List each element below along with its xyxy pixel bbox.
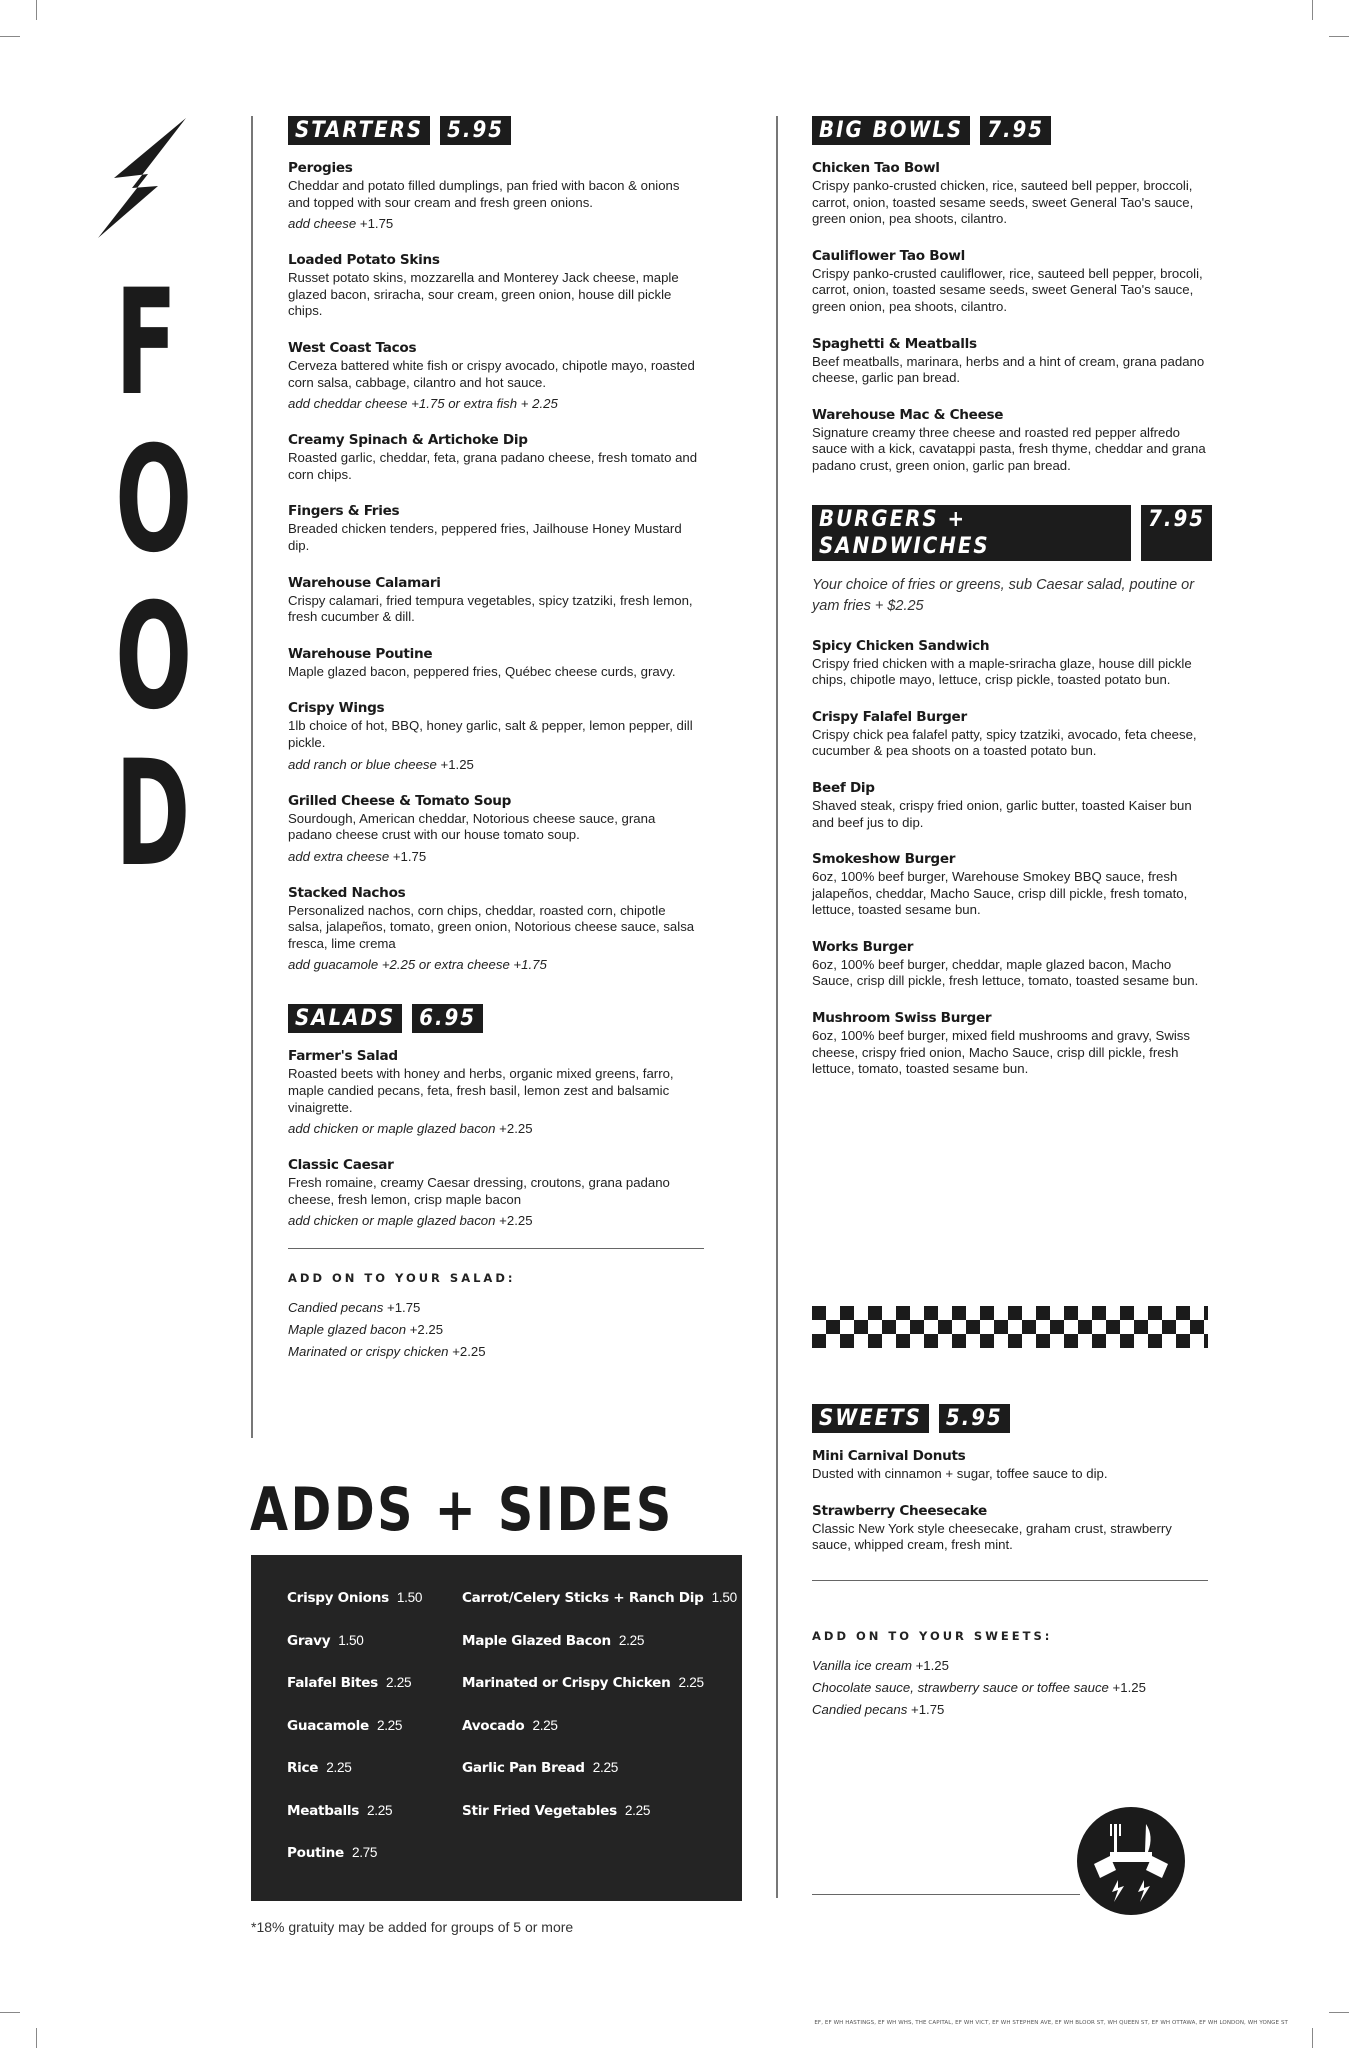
burgers-note: Your choice of fries or greens, sub Caesar salad, poutine or yam fries + $2.25 [812,576,1195,614]
item-name: West Coast Tacos [288,339,417,356]
addon-text: add cheese [288,216,357,232]
side-price: 2.25 [592,1760,618,1775]
menu-item [812,637,1212,689]
locations-footer: EF, EF WH HASTINGS, EF WH WHS, THE CAPITAL, EF WH VICT, EF WH STEPHEN AVE, EF WH BLOOR ST, WH QUEEN ST, EF WH OTTAWA, EF WH LONDON, WH YONGE ST [814,2020,1288,2026]
crop-mark [36,0,37,20]
section-price: 5.95 [440,116,511,145]
section-header-salads [288,1004,698,1033]
item-addon [288,956,698,973]
menu-item [812,159,1212,228]
addon-line [812,1699,1212,1721]
menu-item [812,938,1212,990]
crop-mark [0,36,20,37]
menu-item [288,502,698,554]
item-name: Works Burger [812,938,914,955]
section-header-big-bowls [812,116,1212,145]
addon-line [288,1297,698,1319]
side-name: Marinated or Crispy Chicken [462,1675,671,1691]
salad-addon-title: ADD ON TO YOUR SALAD: [288,1271,516,1286]
item-description: 6oz, 100% beef burger, cheddar, maple glazed bacon, Macho Sauce, crisp dill pickle, fresh lettuce, tomato, toasted sesame bun. [812,956,1199,989]
item-description: Beef meatballs, marinara, herbs and a hint of cream, grana padano cheese, garlic pan bread. [812,353,1205,386]
item-description: Crispy fried chicken with a maple-sriracha glaze, house dill pickle chips, chipotle mayo, lettuce, crisp pickle, toasted potato bun. [812,655,1192,688]
addon-text: add ranch or blue cheese [288,756,437,772]
side-item [462,1675,704,1691]
side-price: 2.25 [678,1675,704,1690]
menu-item [288,339,698,412]
addon-line [288,1319,698,1341]
side-price: 1.50 [711,1590,737,1605]
divider [812,1894,1080,1895]
sweets-addon-list [812,1655,1212,1721]
menu-item [288,792,698,865]
side-name: Stir Fried Vegetables [462,1802,617,1819]
divider [812,1580,1208,1581]
menu-item [288,645,698,681]
item-name: Chicken Tao Bowl [812,160,940,176]
addon-name: Maple glazed bacon [288,1322,407,1338]
crop-mark [0,2012,20,2013]
side-price: 2.25 [385,1675,412,1690]
side-price: 1.50 [396,1590,423,1605]
addon-name: Candied pecans [288,1300,384,1316]
side-price: 1.50 [338,1632,364,1648]
menu-item [812,335,1212,387]
addon-text: add chicken or maple glazed bacon [288,1121,496,1137]
section-title: SALADS [288,1004,402,1033]
crop-mark [1329,36,1349,37]
crop-mark [1312,2028,1313,2048]
item-description: Dusted with cinnamon + sugar, toffee sauce to dip. [812,1466,1108,1481]
addon-text: add guacamole +2.25 or extra cheese +1.75 [288,957,547,973]
item-description: Personalized nachos, corn chips, cheddar, roasted corn, chipotle salsa, jalapeños, tomato, green onion, Notorious cheese sauce, salsa fresca, lime crema [288,902,695,951]
item-description: Crispy panko-crusted cauliflower, rice, sauteed bell pepper, brocoli, carrot, onion, toasted sesame seeds, sweet General Tao's sauce, green onion, pea shoots, cilantro. [812,265,1203,314]
item-name: Warehouse Calamari [288,574,441,591]
side-price: 2.25 [618,1632,645,1648]
side-name: Crispy Onions [287,1590,389,1606]
menu-item [288,1156,698,1229]
big-bowls-list [812,159,1212,475]
item-name: Fingers & Fries [288,503,400,520]
item-name: Warehouse Poutine [288,645,433,662]
section-header-starters [288,116,698,145]
divider [288,1248,704,1249]
side-price: 2.25 [326,1760,352,1775]
addon-price: +2.25 [452,1344,486,1360]
item-addon [288,1212,698,1229]
addon-price: +2.25 [499,1121,533,1137]
section-title: SWEETS [812,1404,929,1433]
side-item [287,1633,364,1649]
addon-name: Marinated or crispy chicken [288,1344,449,1360]
item-description: Crispy calamari, fried tempura vegetables, spicy tzatziki, fresh lemon, fresh cucumber & dill. [288,592,693,625]
side-item [462,1760,618,1776]
side-name: Gravy [287,1632,331,1649]
starters-list [288,159,698,973]
menu-item [812,406,1212,475]
side-item [287,1760,351,1776]
adds-sides-box [251,1555,742,1901]
side-price: 2.25 [376,1717,403,1733]
menu-item [812,708,1212,760]
item-name: Cauliflower Tao Bowl [812,247,965,264]
title-letter: D [115,729,191,899]
addon-price: +1.75 [359,216,394,232]
fork-knife-emblem-icon [1076,1806,1186,1916]
salad-addon-list [288,1297,698,1363]
addon-line [812,1655,1212,1677]
item-name: Grilled Cheese & Tomato Soup [288,792,512,809]
crop-mark [1312,0,1313,20]
side-name: Garlic Pan Bread [462,1760,585,1776]
side-item [462,1590,737,1606]
item-description: Classic New York style cheesecake, graham crust, strawberry sauce, whipped cream, fresh mint. [812,1520,1172,1553]
addon-text: add cheddar cheese +1.75 or extra fish + 2.25 [288,396,558,412]
left-column [288,116,698,1363]
item-description: Fresh romaine, creamy Caesar dressing, croutons, grana padano cheese, fresh lemon, crisp maple bacon [288,1175,670,1207]
item-description: 6oz, 100% beef burger, Warehouse Smokey BBQ sauce, fresh jalapeños, cheddar, Macho Sauce, crisp dill pickle, fresh tomato, lettuce, toasted sesame bun. [812,869,1188,918]
side-name: Guacamole [287,1717,369,1734]
sweets-section [812,1404,1212,1721]
item-description: Signature creamy three cheese and roasted red pepper alfredo sauce with a kick, cavatappi pasta, fresh thyme, cheddar and grana padano crust, green onion, garlic pan bread. [812,424,1206,473]
section-header-sweets [812,1404,1212,1433]
side-name: Carrot/Celery Sticks + Ranch Dip [462,1590,704,1606]
item-description: 6oz, 100% beef burger, mixed field mushrooms and gravy, Swiss cheese, crispy fried onion, Macho Sauce, crisp dill pickle, fresh lettuce, tomato, toasted sesame bun. [812,1028,1190,1077]
menu-item [288,251,698,320]
title-letter: O [115,572,193,742]
item-name: Beef Dip [812,779,875,796]
sweets-list [812,1447,1212,1554]
addon-price: +1.75 [387,1300,421,1316]
item-name: Perogies [288,160,353,176]
item-description: Maple glazed bacon, peppered fries, Québec cheese curds, gravy. [288,663,676,679]
item-name: Smokeshow Burger [812,851,956,868]
item-addon [288,848,698,865]
menu-item [288,884,698,974]
item-description: Shaved steak, crispy fried onion, garlic butter, toasted Kaiser bun and beef jus to dip. [812,797,1192,830]
item-description: Russet potato skins, mozzarella and Monterey Jack cheese, maple glazed bacon, sriracha, sour cream, green onion, house dill pickle chips. [288,270,679,319]
salads-list [288,1047,698,1229]
menu-item [812,850,1212,919]
item-description: Breaded chicken tenders, peppered fries, Jailhouse Honey Mustard dip. [288,521,682,553]
section-price: 7.95 [1141,505,1212,561]
item-description: Roasted garlic, cheddar, feta, grana padano cheese, fresh tomato and corn chips. [288,450,698,482]
addon-price: +2.25 [409,1322,444,1338]
title-letter: F [115,258,178,428]
side-item [287,1675,411,1691]
side-price: 2.25 [367,1802,393,1818]
addon-price: +1.75 [911,1701,945,1717]
section-title: BURGERS + SANDWICHES [812,505,1131,561]
item-name: Classic Caesar [288,1157,394,1174]
item-name: Mini Carnival Donuts [812,1448,966,1464]
item-addon [288,1120,698,1137]
side-item [287,1845,377,1861]
menu-item [812,1502,1212,1554]
menu-item [288,574,698,626]
item-name: Loaded Potato Skins [288,252,440,269]
side-name: Falafel Bites [287,1675,378,1691]
menu-item [812,779,1212,831]
section-price: 6.95 [412,1004,483,1033]
item-name: Farmer's Salad [288,1048,398,1065]
item-addon [288,395,698,412]
section-price: 7.95 [980,116,1051,145]
item-name: Mushroom Swiss Burger [812,1010,992,1027]
item-name: Spicy Chicken Sandwich [812,637,990,654]
side-item [462,1718,558,1734]
item-description: Cheddar and potato filled dumplings, pan fried with bacon & onions and topped with sour cream and fresh green onions. [288,178,680,210]
checkered-flag-icon [812,1306,1208,1348]
item-name: Crispy Wings [288,700,385,717]
side-name: Rice [287,1760,319,1776]
addon-price: +1.25 [915,1657,949,1673]
menu-item [812,1009,1212,1078]
item-name: Crispy Falafel Burger [812,708,967,725]
addon-text: add chicken or maple glazed bacon [288,1213,496,1229]
right-column [812,116,1212,1097]
addon-price: +1.25 [440,756,474,772]
item-description: 1lb choice of hot, BBQ, honey garlic, salt & pepper, lemon pepper, dill pickle. [288,718,693,750]
menu-item [288,699,698,772]
side-item [287,1803,392,1819]
crop-mark [1329,2012,1349,2013]
addon-line [812,1677,1212,1699]
addon-line [288,1341,698,1363]
item-description: Roasted beets with honey and herbs, organic mixed greens, farro, maple candied pecans, feta, fresh basil, lemon zest and balsamic vinaigrette. [288,1066,674,1115]
section-title: STARTERS [288,116,430,145]
side-price: 2.25 [532,1717,558,1733]
item-description: Sourdough, American cheddar, Notorious cheese sauce, grana padano cheese crust with our house tomato soup. [288,810,656,843]
item-name: Stacked Nachos [288,884,406,901]
column-divider [776,116,778,1898]
side-item [287,1718,402,1734]
side-item [462,1633,644,1649]
item-addon [288,756,698,773]
menu-item [812,247,1212,316]
addon-name: Vanilla ice cream [812,1657,912,1673]
addon-price: +1.25 [1112,1679,1146,1695]
side-item [462,1803,650,1819]
side-name: Maple Glazed Bacon [462,1632,611,1649]
item-addon [288,215,698,232]
side-item [287,1590,422,1606]
item-name: Creamy Spinach & Artichoke Dip [288,432,528,449]
title-letter: O [115,415,193,585]
item-description: Crispy chick pea falafel patty, spicy tzatziki, avocado, feta cheese, cucumber & pea shoots on a toasted potato bun. [812,726,1197,759]
addon-name: Candied pecans [812,1701,908,1717]
crop-mark [36,2028,37,2048]
addon-name: Chocolate sauce, strawberry sauce or toffee sauce [812,1679,1109,1695]
item-description: Crispy panko-crusted chicken, rice, sauteed bell pepper, broccoli, carrot, onion, toasted sesame seeds, sweet General Tao's sauce, green onion, pea shoots, cilantro. [812,178,1194,227]
item-name: Warehouse Mac & Cheese [812,406,1004,423]
side-price: 2.25 [624,1802,651,1818]
addon-price: +1.75 [392,848,427,864]
side-name: Avocado [462,1717,525,1734]
burgers-list [812,637,1212,1078]
section-header-burgers [812,505,1212,561]
item-name: Strawberry Cheesecake [812,1502,987,1519]
section-title: BIG BOWLS [812,116,970,145]
item-description: Cerveza battered white fish or crispy avocado, chipotle mayo, roasted corn salsa, cabbage, cilantro and hot sauce. [288,357,695,390]
sweets-addon-title: ADD ON TO YOUR SWEETS: [812,1628,1053,1643]
gratuity-note: *18% gratuity may be added for groups of 5 or more [251,1919,574,1935]
menu-item [288,1047,698,1137]
menu-item [288,431,698,483]
item-name: Spaghetti & Meatballs [812,335,977,352]
lightning-bolt-icon [96,116,188,240]
column-divider [251,116,253,1438]
side-name: Poutine [287,1845,344,1861]
addon-price: +2.25 [499,1213,533,1229]
side-price: 2.75 [351,1845,378,1860]
menu-item [288,159,698,232]
addon-text: add extra cheese [288,848,390,864]
side-name: Meatballs [287,1802,360,1819]
adds-sides-title: ADDS + SIDES [250,1475,674,1545]
menu-item [812,1447,1212,1483]
section-price: 5.95 [939,1404,1010,1433]
